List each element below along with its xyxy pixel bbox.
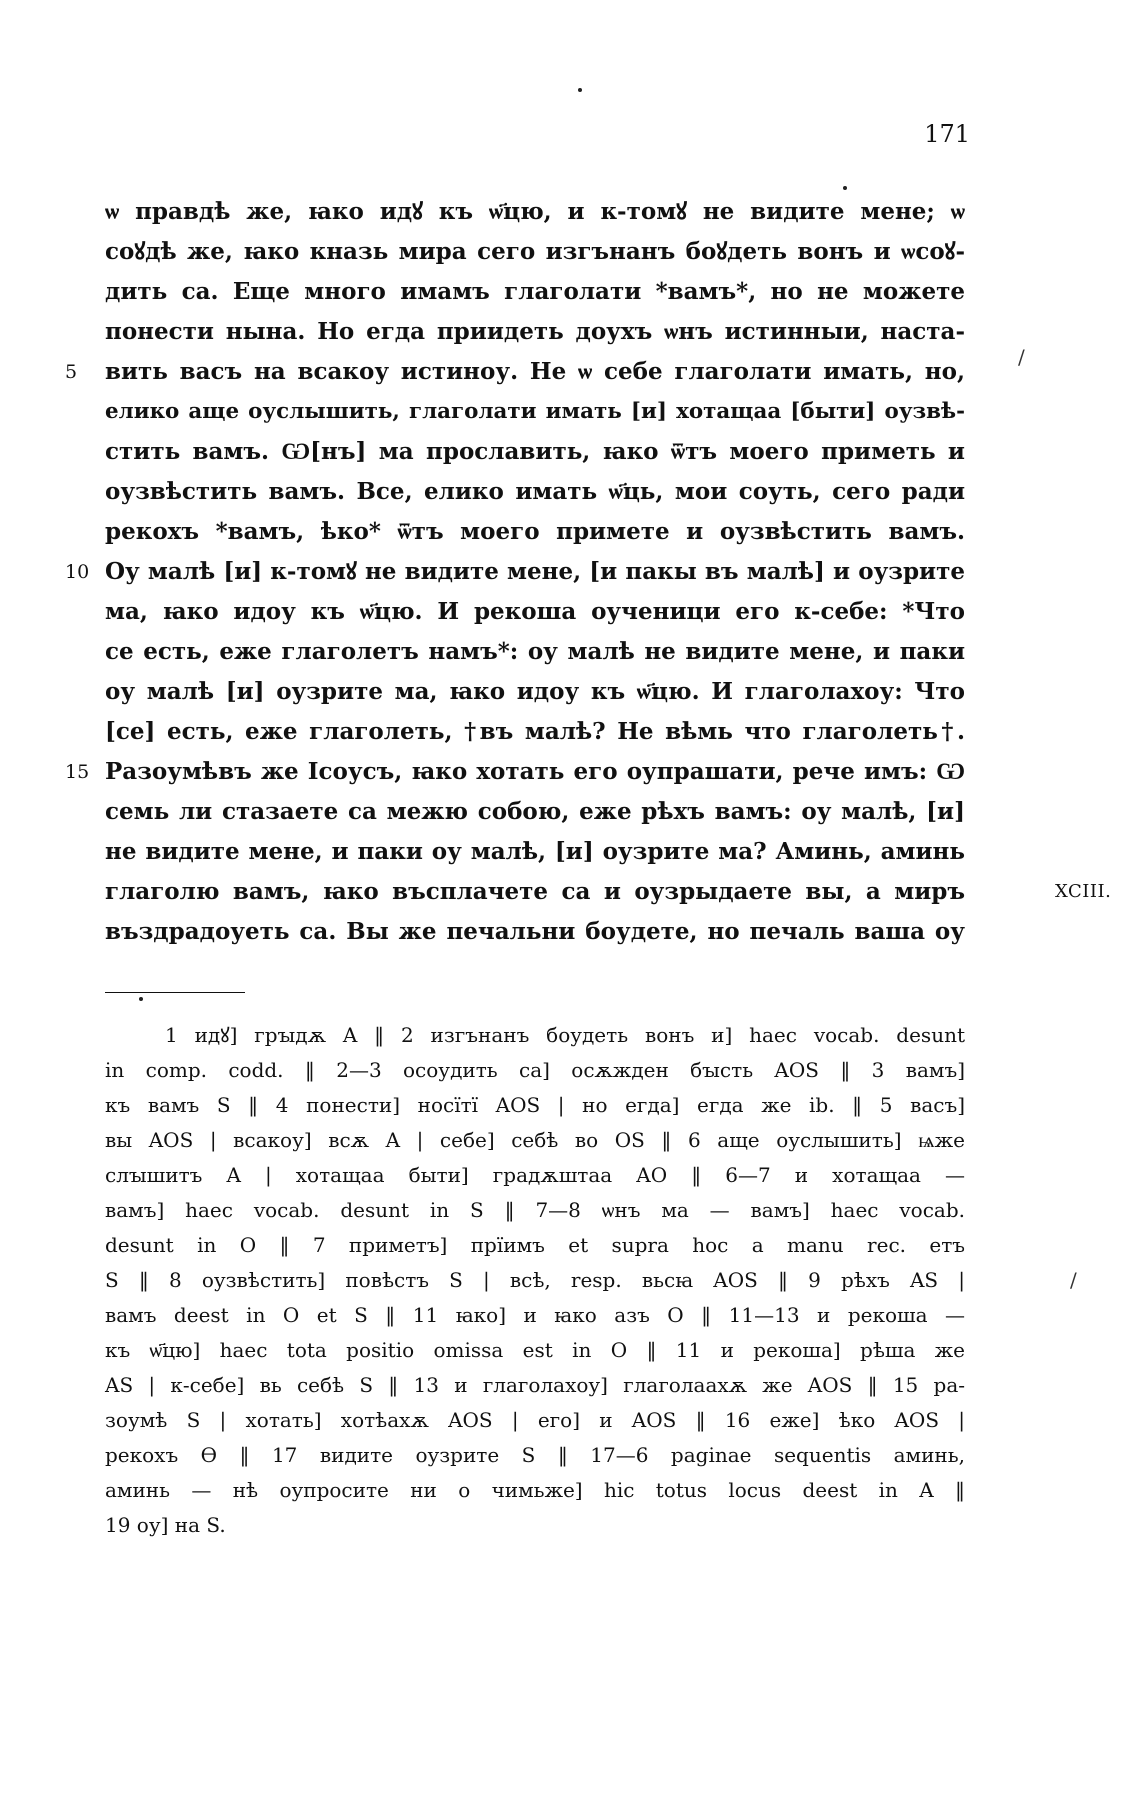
critical-apparatus <box>105 1018 965 1543</box>
apparatus-line: зоумѣ S | хотать] хотѣахѫ AOS | его] и AOS ‖ 16 еже] ѣко AOS | <box>105 1408 965 1432</box>
text-line <box>105 192 965 232</box>
text-line-content: оу малѣ [и] оузрите ма, ꙗко идоу къ ѡ҃цю. И глаголахоу: Что <box>105 678 965 705</box>
text-line <box>105 432 965 472</box>
apparatus-line: къ вамъ S ‖ 4 понести] носїтї AOS | но егда] егда же ib. ‖ 5 васъ] <box>105 1093 965 1117</box>
footnote-rule <box>105 992 245 993</box>
text-line-content: ѡ правдѣ же, ꙗко идꙋ къ ѡ҃цю, и к-томꙋ не видите мене; ѡ <box>105 198 965 225</box>
apparatus-line: 19 оу] на S. <box>105 1513 226 1537</box>
apparatus-line: къ ѡ҃цю] haec tota positio omissa est in O ‖ 11 и рекоша] рѣша же <box>105 1338 965 1362</box>
text-line <box>105 792 965 832</box>
text-line-content: ма, ꙗко идоу къ ѡ҃цю. И рекоша оученици его к-себе: *Что <box>105 598 965 625</box>
text-line <box>105 272 965 312</box>
apparatus-line: in comp. codd. ‖ 2—3 осоудить са] осѫжден бꙑсть AOS ‖ 3 вамъ] <box>105 1058 965 1082</box>
text-line <box>105 912 965 952</box>
text-line <box>65 352 965 392</box>
text-line-content: не видите мене, и паки оу малѣ, [и] оузрите ма? Аминь, аминь <box>105 838 965 865</box>
margin-section-number: XCIII. <box>1055 881 1112 902</box>
apparatus-line: 1 идꙋ] грꙑдѫ A ‖ 2 изгънанъ боудеть вонъ и] haec vocab. desunt <box>165 1023 965 1047</box>
text-line <box>105 632 965 672</box>
text-line <box>105 232 965 272</box>
text-line-content: елико аще оуслышить, глаголати имать [и] хотащаа [быти] оузвѣ- <box>105 399 965 424</box>
text-line <box>105 312 965 352</box>
text-line <box>105 592 965 632</box>
text-line-content: вить васъ на всакоу истиноу. Не ѡ себе глаголати имать, но, <box>105 358 965 385</box>
text-line-content: соꙋдѣ же, ꙗко кназь мира сего изгънанъ боꙋдеть вонъ и ѡсоꙋ- <box>105 238 965 265</box>
line-number: 15 <box>65 761 90 783</box>
apparatus-line: рекохъ Ѳ ‖ 17 видите оузрите S ‖ 17—6 paginae sequentis аминь, <box>105 1443 965 1467</box>
apparatus-line: desunt in O ‖ 7 приметъ] прїимъ et supra hoc a manu rec. етъ <box>105 1233 965 1257</box>
apparatus-line: аминь — нѣ оупросите ни о чимьже] hic totus locus deest in A ‖ <box>105 1478 965 1502</box>
margin-mark: / <box>1018 345 1025 369</box>
text-line <box>105 872 1112 912</box>
apparatus-line: слꙑшитъ A | хотащаа быти] градѫштаа AO ‖ 6—7 и хотащаа — <box>105 1163 965 1187</box>
print-speck <box>578 88 582 92</box>
text-line <box>105 472 965 512</box>
apparatus-line: вамъ] haec vocab. desunt in S ‖ 7—8 ѡнъ ма — вамъ] haec vocab. <box>105 1198 965 1222</box>
line-number: 5 <box>65 361 78 383</box>
text-line-content: понести нына. Но егда приидеть доухъ ѡнъ истинныи, наста- <box>105 318 965 345</box>
text-line <box>105 832 965 872</box>
text-line <box>105 672 965 712</box>
apparatus-line: S ‖ 8 оузвѣстить] повѣстъ S | всѣ, resp. вьсꙗ AOS ‖ 9 рѣхъ AS | <box>105 1268 965 1292</box>
apparatus-line: вы AOS | всакоу] всѫ A | себе] себѣ во OS ‖ 6 аще оуслышить] ѩже <box>105 1128 965 1152</box>
margin-mark: / <box>1070 1268 1077 1292</box>
text-line <box>105 512 965 552</box>
line-number: 10 <box>65 561 90 583</box>
print-speck <box>139 997 143 1001</box>
text-line-content: стить вамъ. Ѡ[нъ] ма прославить, ꙗко ѿтъ моего приметь и <box>105 438 965 465</box>
text-line-content: дить са. Еще много имамъ глаголати *вамъ*, но не можете <box>105 278 965 305</box>
text-line <box>105 712 965 752</box>
main-text-block <box>65 192 1112 952</box>
text-line-content: глаголю вамъ, ꙗко въсплачете са и оузрыдаете вы, а миръ <box>105 878 965 905</box>
text-line-content: Оу малѣ [и] к-томꙋ не видите мене, [и пакы въ малѣ] и оузрите <box>105 558 965 585</box>
text-line-content: оузвѣстить вамъ. Все, елико имать ѡ҃ць, мои соуть, сего ради <box>105 478 965 505</box>
text-line <box>65 752 965 792</box>
print-speck <box>843 186 847 190</box>
apparatus-line: вамъ deest in O et S ‖ 11 ꙗко] и ꙗко азъ O ‖ 11—13 и рекоша — <box>105 1303 965 1327</box>
text-line-content: семь ли стазаете са межю собою, еже рѣхъ вамъ: оу малѣ, [и] <box>105 798 965 825</box>
text-line-content: [се] есть, еже глаголеть, †въ малѣ? Не вѣмь что глаголеть†. <box>105 718 965 745</box>
text-line-content: въздрадоуеть са. Вы же печальни боудете, но печаль ваша оу <box>105 918 965 945</box>
apparatus-line: AS | к-себе] вь себѣ S ‖ 13 и глаголахоу] глаголаахѫ же AOS ‖ 15 ра- <box>105 1373 965 1397</box>
text-line-content: се есть, еже глаголетъ намъ*: оу малѣ не видите мене, и паки <box>105 638 965 665</box>
text-line-content: Разоумѣвъ же Ісоусъ, ꙗко хотать его оупрашати, рече имъ: Ѡ <box>105 758 965 785</box>
page-number: 171 <box>924 120 970 148</box>
text-line <box>105 392 965 432</box>
text-line-content: рекохъ *вамъ, ѣко* ѿтъ моего примете и оузвѣстить вамъ. <box>105 518 965 545</box>
text-line <box>65 552 965 592</box>
